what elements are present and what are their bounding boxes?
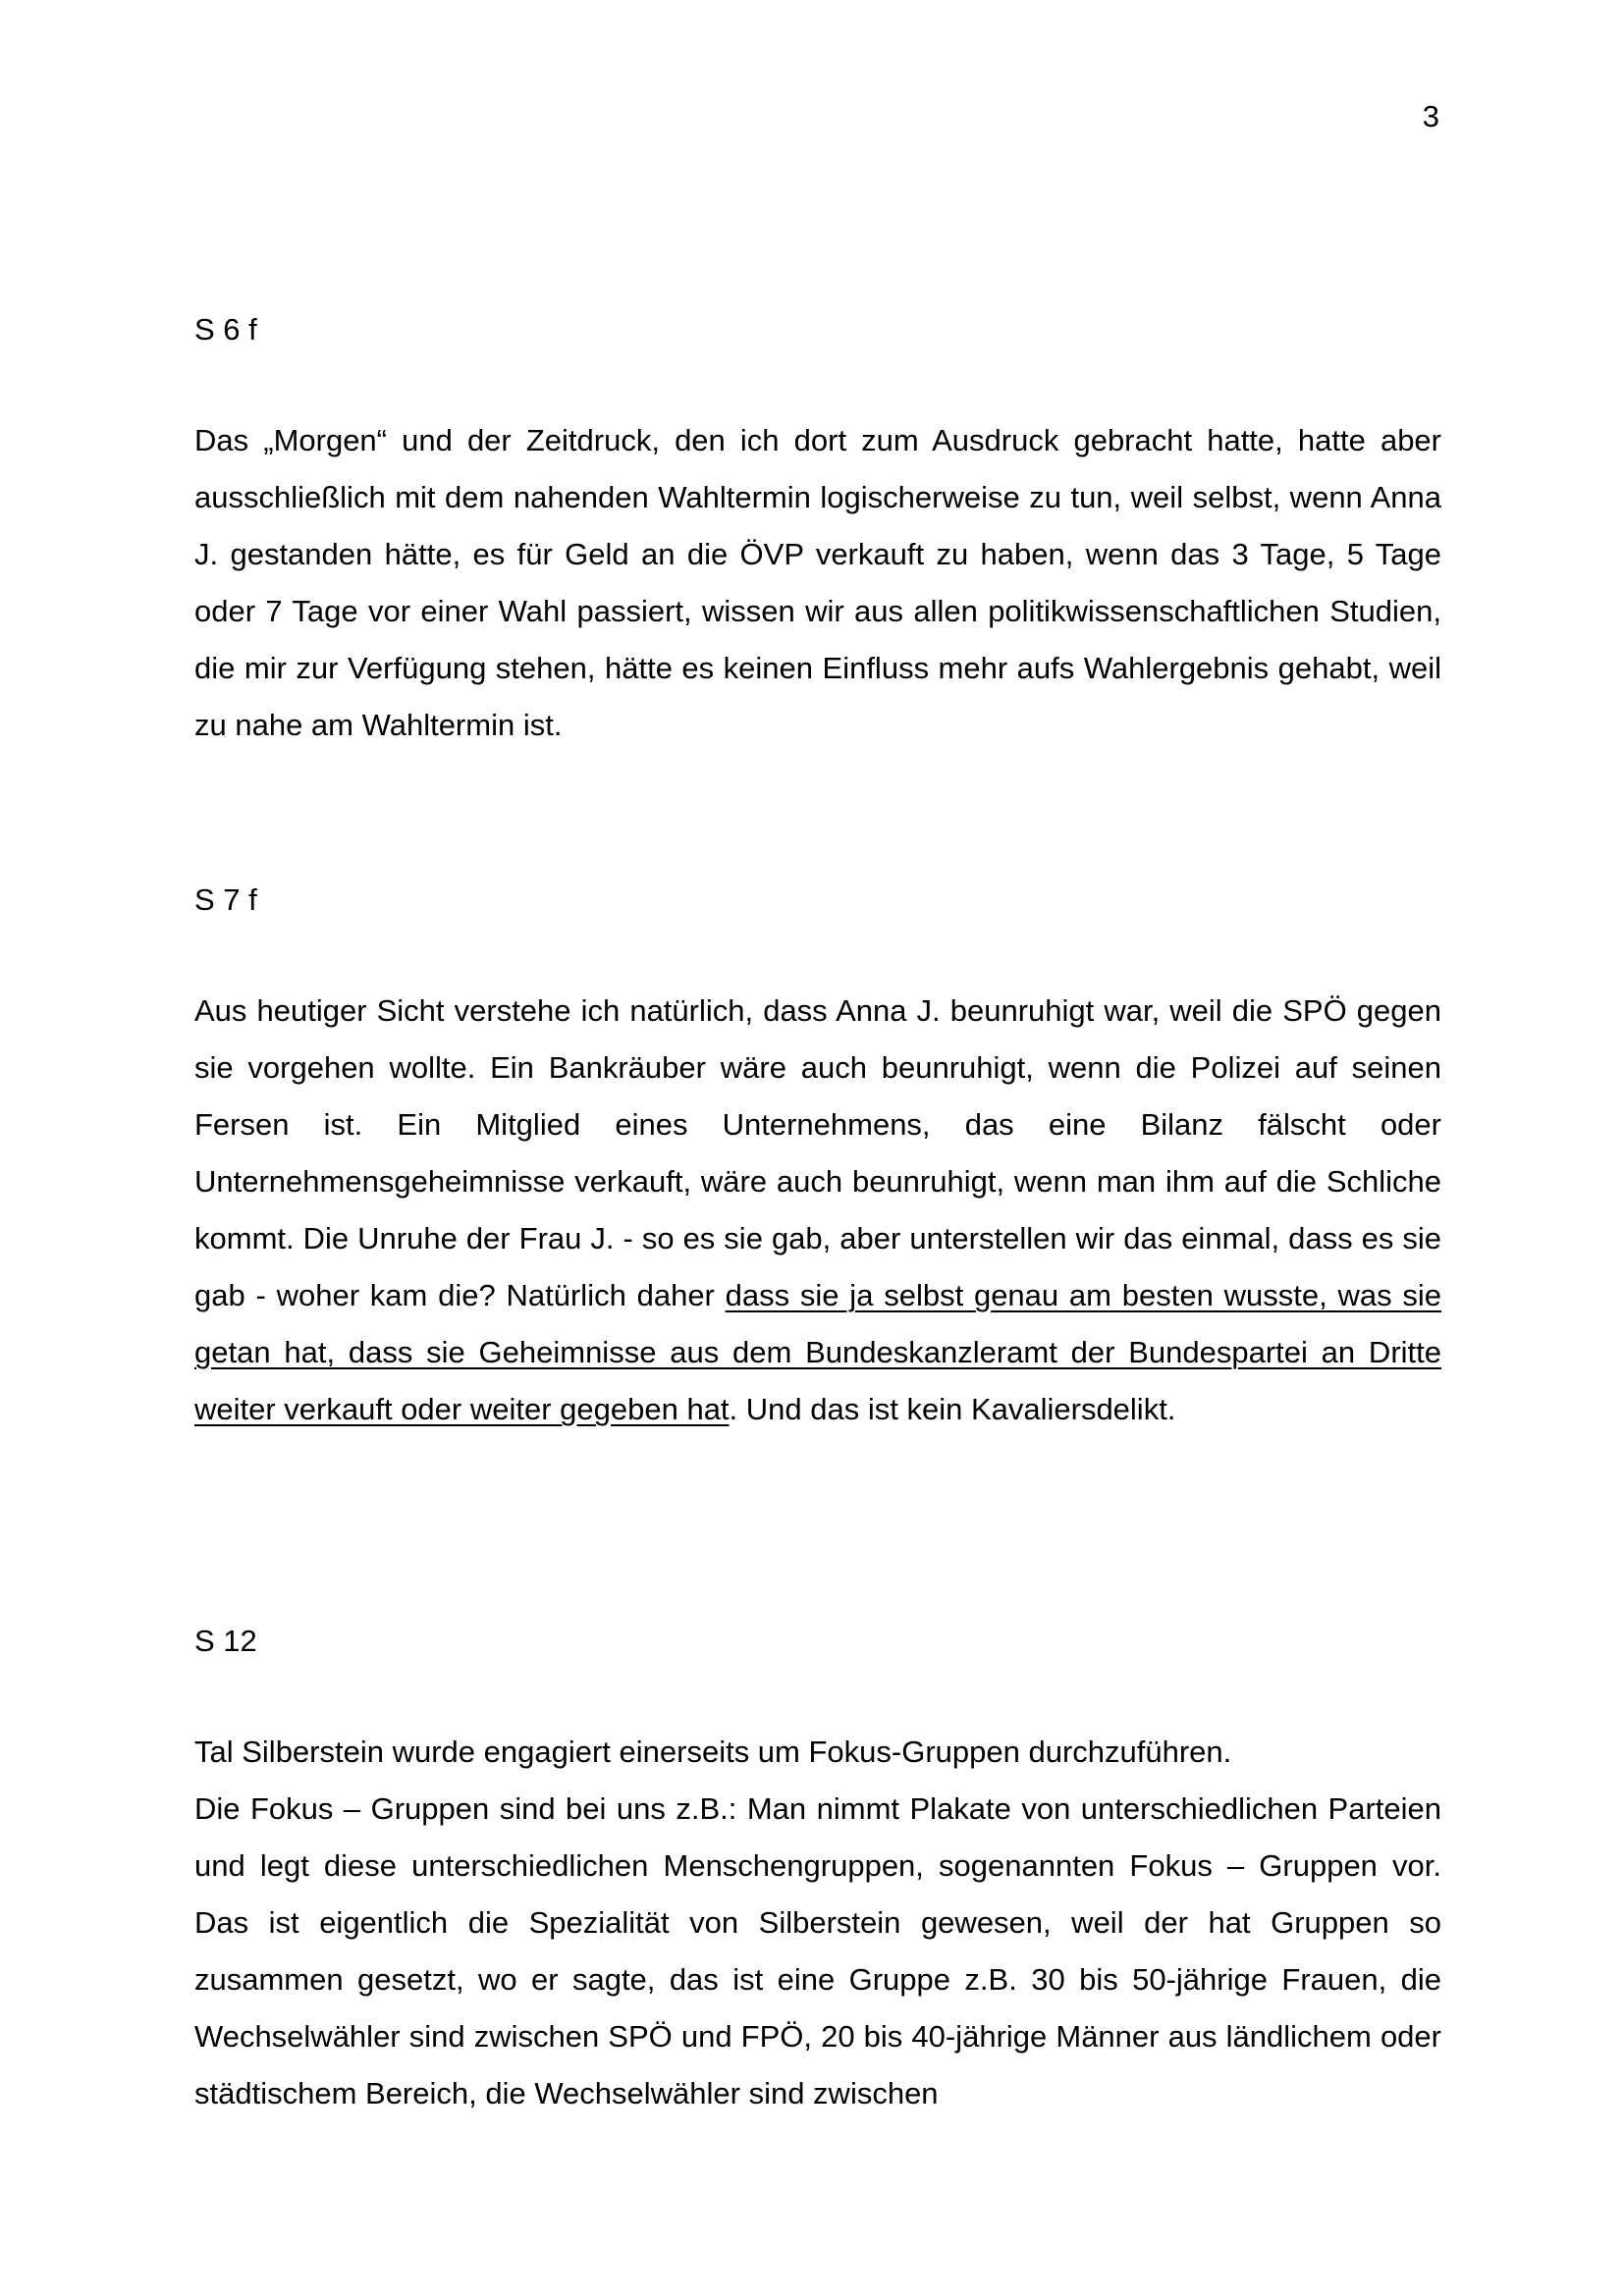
paragraph-text-before: Aus heutiger Sicht verstehe ich natürlich, dass Anna J. beunruhigt war, weil die SPÖ gegen sie vorgehen wollte. Ein Bankräuber wäre auch beunruhigt, wenn die Polizei auf seinen Fersen ist. Ein Mitglied eines Unternehmens, das eine Bilanz fälscht oder Unternehmensgeheimnisse verkauft, wäre auch beunruhigt, wenn man ihm auf die Schliche kommt. Die Unruhe der Frau J. - so es sie gab, aber unterstellen wir das einmal, dass es sie gab - woher kam die? Natürlich daher xyxy=(194,993,1441,1312)
section-heading-s7f: S 7 f xyxy=(194,882,257,917)
section-paragraph-s7f xyxy=(194,983,1441,1438)
section-paragraph-s12: Die Fokus – Gruppen sind bei uns z.B.: Man nimmt Plakate von unterschiedlichen Parteien und legt diese unterschiedlichen Menschengruppen, sogenannten Fokus – Gruppen vor. Das ist eigentlich die Spezialität von Silberstein gewesen, weil der hat Gruppen so zusammen gesetzt, wo er sagte, das ist eine Gruppe z.B. 30 bis 50-jährige Frauen, die Wechselwähler sind zwischen SPÖ und FPÖ, 20 bis 40-jährige Männer aus ländlichem oder städtischem Bereich, die Wechselwähler sind zwischen xyxy=(194,1791,1441,2110)
section-paragraph-s6f: Das „Morgen“ und der Zeitdruck, den ich dort zum Ausdruck gebracht hatte, hatte aber ausschließlich mit dem nahenden Wahltermin logischerweise zu tun, weil selbst, wenn Anna J. gestanden hätte, es für Geld an die ÖVP verkauft zu haben, wenn das 3 Tage, 5 Tage oder 7 Tage vor einer Wahl passiert, wissen wir aus allen politikwissenschaftlichen Studien, die mir zur Verfügung stehen, hätte es keinen Einfluss mehr aufs Wahlergebnis gehabt, weil zu nahe am Wahltermin ist. xyxy=(194,423,1441,742)
underlined-passage: dass sie ja selbst genau am besten wusste, was sie getan hat, dass sie Geheimnisse aus dem Bundeskanzleramt der Bundespartei an Dritte weiter verkauft oder weiter gegeben hat xyxy=(194,1278,1441,1426)
section-heading-s12: S 12 xyxy=(194,1624,257,1658)
section-line-s12-intro: Tal Silberstein wurde engagiert einerseits um Fokus-Gruppen durchzuführen. xyxy=(194,1735,1232,1769)
page-number: 3 xyxy=(1422,99,1439,133)
paragraph-text-after: . Und das ist kein Kavaliersdelikt. xyxy=(729,1392,1176,1426)
section-heading-s6f: S 6 f xyxy=(194,312,257,347)
